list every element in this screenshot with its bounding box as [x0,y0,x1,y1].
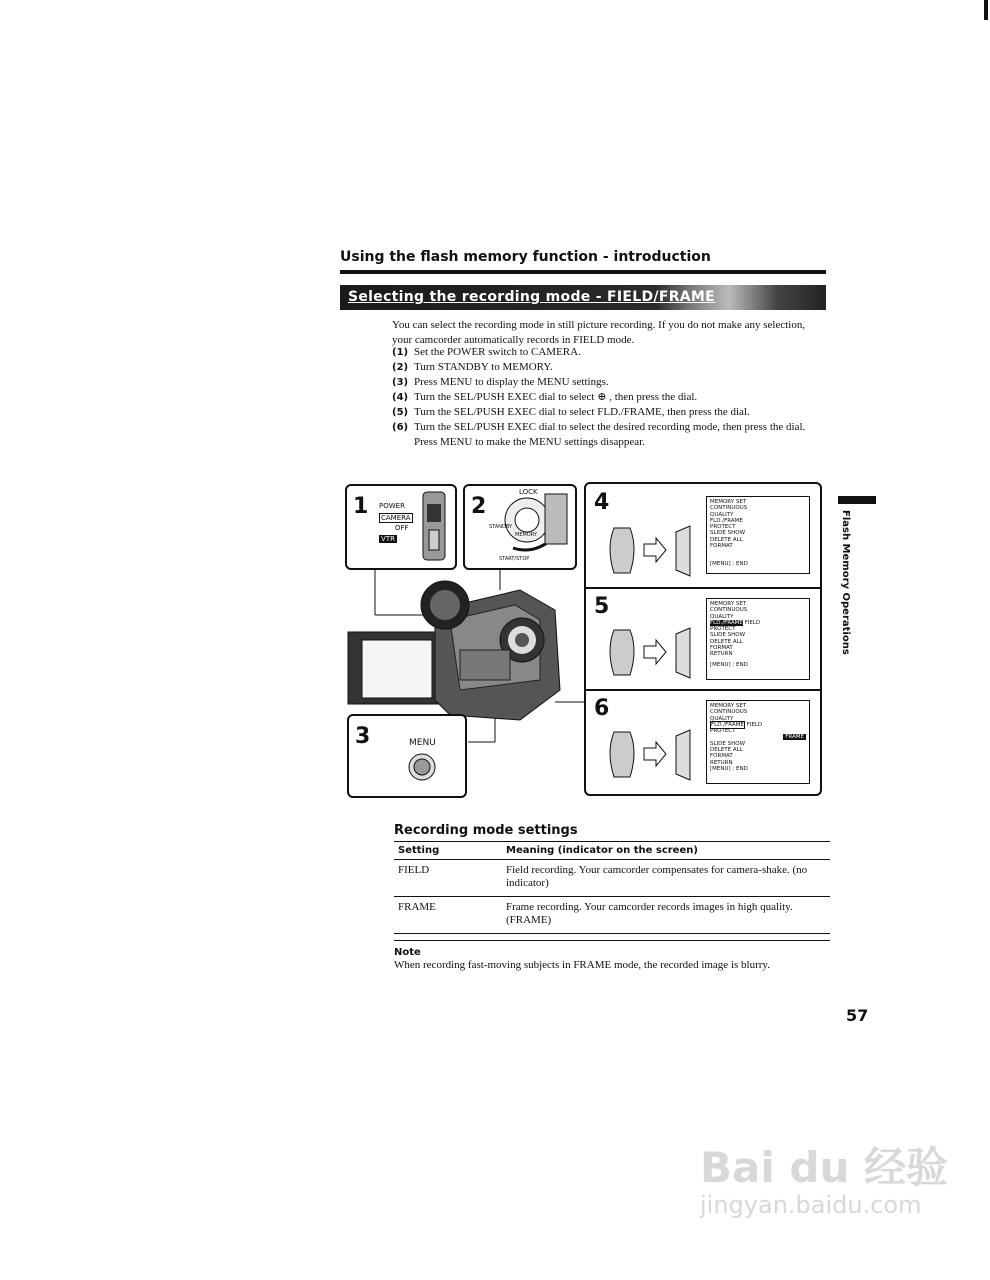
page-number: 57 [846,1006,869,1025]
note-title: Note [394,947,421,958]
side-tab-label: Flash Memory Operations [840,510,851,655]
step-extra-instruction: Press MENU to make the MENU settings disappear. [414,436,645,448]
side-tab-bar [838,496,876,504]
panel-4-number: 4 [594,490,610,515]
meaning-cell: Frame recording. Your camcorder records images in high quality. (FRAME) [502,897,830,934]
memory-label: MEMORY [515,532,537,538]
note-rule [394,940,830,941]
section-banner-text: Selecting the recording mode - FIELD/FRAME [348,289,716,305]
title-rule [340,270,826,274]
page-title: Using the flash memory function - introduction [340,249,711,265]
step-panel-2 [463,484,577,570]
panel-divider [586,587,820,589]
power-label: POWER [379,502,405,510]
table-row [394,897,830,934]
panel-1-number: 1 [353,494,369,519]
settings-table [394,841,830,934]
dial-turn-icon [604,722,710,782]
step-item: (1) Set the POWER switch to CAMERA. [392,346,581,358]
panel-2-number: 2 [471,494,487,519]
dial-turn-icon [604,518,710,578]
menu-label: MENU [409,738,436,748]
panel-6-number: 6 [594,696,610,721]
settings-section-title: Recording mode settings [394,823,578,838]
setting-cell: FRAME [394,897,502,934]
panel-divider [586,689,820,691]
startstop-label: START/STOP [499,556,530,562]
off-label: OFF [395,524,409,532]
meaning-cell: Field recording. Your camcorder compensates for camera-shake. (no indicator) [502,860,830,897]
column-header: Setting [394,842,502,860]
step-panel-3 [347,714,467,798]
baidu-watermark: Bai du 经验 jingyan.baidu.com [700,1143,948,1219]
step-item: (4) Turn the SEL/PUSH EXEC dial to select ⊕ , then press the dial. [392,391,698,403]
note-text: When recording fast-moving subjects in FRAME mode, the recorded image is blurry. [394,959,770,971]
camera-label: CAMERA [381,514,411,522]
step-item: (6) Turn the SEL/PUSH EXEC dial to select the desired recording mode, then press the dial. [392,421,806,433]
section-banner [340,285,826,310]
panel-3-number: 3 [355,724,371,749]
lock-label: LOCK [519,488,538,496]
steps-list [392,345,822,450]
standby-label: STANDBY [489,524,513,530]
panel-5-number: 5 [594,594,610,619]
lcd-screen-6: MEMORY SET CONTINUOUS QUALITY FLD./FRAME FIELD PROTECT FRAME SLIDE SHOW DELETE ALL FORMAT RETURN [MENU] : END [706,700,810,784]
intro-paragraph: You can select the recording mode in still picture recording. If you do not make any selection, your camcorder automatically records in FIELD mode. [392,319,806,346]
step-item: (3) Press MENU to display the MENU settings. [392,376,609,388]
edge-mark [984,0,988,20]
step-panels-4-6 [584,482,822,796]
table-row [394,860,830,897]
dial-turn-icon [604,620,710,680]
lcd-screen-5: MEMORY SET CONTINUOUS QUALITY FLD./FRAME FIELD PROTECT SLIDE SHOW DELETE ALL FORMAT RETURN [MENU] : END [706,598,810,680]
setting-cell: FIELD [394,860,502,897]
lcd-screen-4: MEMORY SET CONTINUOUS QUALITY FLD./FRAME PROTECT SLIDE SHOW DELETE ALL FORMAT [MENU] : END [706,496,810,574]
standby-dial-icon [493,490,573,556]
column-header: Meaning (indicator on the screen) [502,842,830,860]
step-panel-1 [345,484,457,570]
vtr-label: VTR [381,535,395,543]
table-header-row [394,842,830,860]
step-item: (2) Turn STANDBY to MEMORY. [392,361,553,373]
menu-button-icon [407,752,437,782]
step-item: (5) Turn the SEL/PUSH EXEC dial to select FLD./FRAME, then press the dial. [392,406,750,418]
power-switch-icon [419,490,449,562]
